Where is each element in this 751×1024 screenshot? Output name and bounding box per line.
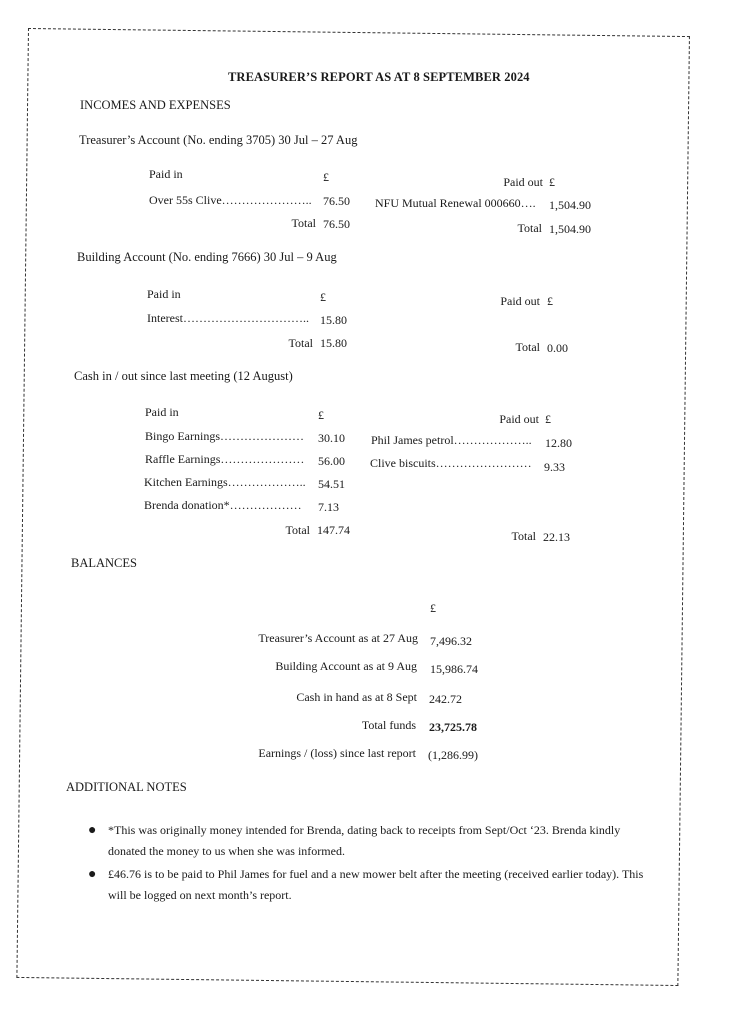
- currency-symbol: £: [323, 170, 329, 184]
- paid-in-label: Paid in: [147, 287, 181, 301]
- balance-label: Cash in hand as at 8 Sept: [296, 690, 417, 704]
- paid-in-total-label: Total: [291, 216, 316, 230]
- paid-in-amount: 7.13: [318, 500, 339, 514]
- paid-in-amount: 15.80: [320, 313, 347, 327]
- cash-heading: Cash in / out since last meeting (12 August): [74, 369, 293, 383]
- paid-in-label: Paid in: [149, 167, 183, 181]
- paid-in-item: Brenda donation*………………: [144, 498, 302, 512]
- paid-in-item: Interest…………………………..: [147, 311, 309, 325]
- note-item: [88, 820, 648, 862]
- balances-heading: BALANCES: [71, 556, 137, 570]
- paid-in-total-label: Total: [285, 523, 310, 537]
- bullet-icon: ●: [88, 867, 97, 882]
- balance-label: Total funds: [361, 718, 416, 732]
- paid-out-total-label: Total: [511, 529, 536, 543]
- currency-symbol: £: [545, 412, 551, 426]
- note-text: *This was originally money intended for Brenda, dating back to receipts from Sept/Oct ‘23. Brenda kindly donated the money to us when she was informed.: [108, 823, 621, 858]
- paid-in-total: 147.74: [317, 523, 350, 537]
- paid-out-label: Paid out: [499, 412, 539, 426]
- paid-in-total-label: Total: [288, 336, 313, 350]
- paid-out-amount: 9.33: [544, 460, 565, 474]
- paid-out-total-label: Total: [515, 340, 540, 354]
- paid-out-amount: 1,504.90: [549, 198, 591, 212]
- paid-out-item: Phil James petrol………………..: [371, 433, 532, 447]
- balance-label: Earnings / (loss) since last report: [258, 746, 416, 760]
- incomes-expenses-heading: INCOMES AND EXPENSES: [80, 98, 231, 112]
- currency-symbol: £: [320, 290, 326, 304]
- paid-in-amount: 56.00: [318, 454, 345, 468]
- paid-out-total: 0.00: [547, 341, 568, 355]
- building-account-heading: Building Account (No. ending 7666) 30 Jul – 9 Aug: [77, 250, 337, 264]
- paid-out-label: Paid out: [503, 175, 543, 189]
- balance-amount: 242.72: [429, 692, 462, 706]
- report-title: TREASURER’S REPORT AS AT 8 SEPTEMBER 2024: [228, 70, 530, 84]
- currency-symbol: £: [430, 601, 436, 615]
- paid-in-amount: 76.50: [323, 194, 350, 208]
- paid-out-total: 22.13: [543, 530, 570, 544]
- paid-out-total-label: Total: [517, 221, 542, 235]
- note-text: £46.76 is to be paid to Phil James for fuel and a new mower belt after the meeting (received earlier today). This will be logged on next month’s report.: [108, 867, 644, 902]
- paid-in-item: Over 55s Clive…………………..: [149, 193, 312, 207]
- earnings-loss-amount: (1,286.99): [428, 748, 478, 762]
- paid-in-item: Raffle Earnings…………………: [145, 452, 305, 466]
- currency-symbol: £: [547, 294, 553, 308]
- treasurer-account-heading: Treasurer’s Account (No. ending 3705) 30 Jul – 27 Aug: [79, 133, 358, 147]
- paid-in-total: 15.80: [320, 336, 347, 350]
- paid-in-item: Kitchen Earnings………………..: [144, 475, 306, 489]
- balance-amount: 15,986.74: [430, 662, 478, 676]
- balance-label: Treasurer’s Account as at 27 Aug: [258, 631, 418, 645]
- balance-label: Building Account as at 9 Aug: [275, 659, 417, 673]
- currency-symbol: £: [549, 175, 555, 189]
- paid-out-total: 1,504.90: [549, 222, 591, 236]
- notes-list: [88, 820, 648, 908]
- paid-out-item: NFU Mutual Renewal 000660….: [375, 196, 536, 210]
- paid-in-amount: 30.10: [318, 431, 345, 445]
- paid-in-label: Paid in: [145, 405, 179, 419]
- additional-notes-heading: ADDITIONAL NOTES: [66, 780, 187, 794]
- total-funds-amount: 23,725.78: [429, 720, 477, 734]
- paid-in-total: 76.50: [323, 217, 350, 231]
- currency-symbol: £: [318, 408, 324, 422]
- note-item: [88, 864, 648, 906]
- paid-out-amount: 12.80: [545, 436, 572, 450]
- paid-in-amount: 54.51: [318, 477, 345, 491]
- balance-amount: 7,496.32: [430, 634, 472, 648]
- paid-in-item: Bingo Earnings…………………: [145, 429, 304, 443]
- paid-out-item: Clive biscuits……………………: [370, 456, 532, 470]
- paid-out-label: Paid out: [500, 294, 540, 308]
- bullet-icon: ●: [88, 823, 97, 838]
